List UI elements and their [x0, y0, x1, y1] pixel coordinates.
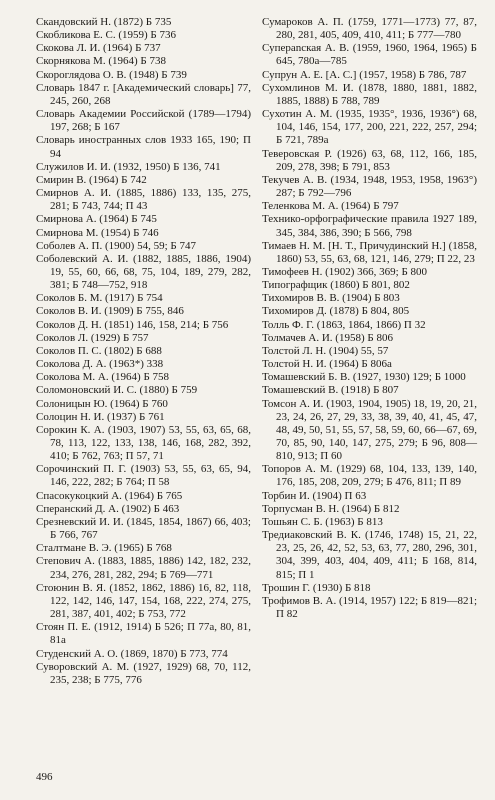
- index-entry: Толстой Л. Н. (1904) 55, 57: [262, 344, 389, 357]
- index-entry: Типографщик (1860) Б 801, 802: [262, 279, 410, 292]
- index-entry: Теверовская Р. (1926) 63, 68, 112, 166, 185, 209, 278, 398; Б 791, 853: [262, 147, 477, 173]
- index-entry: Томсон А. И. (1903, 1904, 1905) 18, 19, 20, 21, 23, 24, 26, 27, 29, 33, 38, 39, 40, 41, 45, 47, 48, 49, 50, 51, 55, 57, 58, 59, 60, 66—67, 69, 70, 85, 90, 140, 147, 275, 279; Б 96, 808—810, 913; П 60: [262, 397, 477, 463]
- index-entry: Соколов Б. М. (1917) Б 754: [36, 292, 163, 305]
- index-entry: Топоров А. М. (1929) 68, 104, 133, 139, 140, 176, 185, 208, 209, 279; Б 476, 811; П 89: [262, 463, 477, 489]
- index-entry: Соболев А. П. (1900) 54, 59; Б 747: [36, 239, 196, 252]
- index-entry: Супрун А. Е. [А. С.] (1957, 1958) Б 786, 787: [262, 68, 467, 81]
- index-entry: Супераnская А. В. (1959, 1960, 1964, 1965) Б 645, 780а—785: [262, 42, 477, 68]
- index-entry: Сорокин К. А. (1903, 1907) 53, 55, 63, 65, 68, 78, 113, 122, 133, 138, 146, 168, 282, 392, 410; Б 762, 763; П 57, 71: [36, 423, 251, 463]
- index-entry: Скокова Л. И. (1964) Б 737: [36, 42, 161, 55]
- index-entry: Тимаев Н. М. [Н. Т., Причудинский Н.] (1858, 1860) 53, 55, 63, 68, 121, 146, 279; П 22, 23: [262, 239, 477, 265]
- index-entry: Трофимов В. А. (1914, 1957) 122; Б 819—821; П 82: [262, 594, 478, 621]
- index-entry: Сорочинский П. Г. (1903) 53, 55, 63, 65, 94, 146, 222, 282; Б 764; П 58: [36, 463, 251, 489]
- index-entry: Соколов Л. (1929) Б 757: [36, 331, 149, 344]
- index-entry: Соболевский А. И. (1882, 1885, 1886, 1904) 19, 55, 60, 66, 68, 75, 104, 189, 279, 282, 381; Б 748—752, 918: [36, 252, 251, 292]
- page-number: 496: [36, 771, 53, 783]
- index-entry: Стоян П. Е. (1912, 1914) Б 526; П 77а, 80, 81, 81а: [36, 621, 251, 647]
- index-entry: Толль Ф. Г. (1863, 1864, 1866) П 32: [262, 318, 426, 331]
- index-entry: Тихомиров В. В. (1904) Б 803: [262, 292, 400, 305]
- index-entry: Сумароков А. П. (1759, 1771—1773) 77, 87, 280, 281, 405, 409, 410, 411; Б 777—780: [262, 16, 477, 42]
- index-entry: Трошин Г. (1930) Б 818: [262, 581, 371, 594]
- index-entry: Словарь 1847 г. [Академический словарь] 77, 245, 260, 268: [36, 81, 251, 107]
- index-entry: Спасокукоцкий А. (1964) Б 765: [36, 489, 183, 502]
- index-entry: Срезневский И. И. (1845, 1854, 1867) 66, 403; Б 766, 767: [36, 515, 251, 542]
- index-entry: Тошьян С. Б. (1963) Б 813: [262, 515, 383, 528]
- index-entry: Торпусман В. Н. (1964) Б 812: [262, 502, 400, 515]
- index-entry: Соломоновский И. С. (1880) Б 759: [36, 384, 198, 397]
- index-entry: Соколов П. С. (1802) Б 688: [36, 344, 162, 357]
- index-entry: Тихомиров Д. (1878) Б 804, 805: [262, 305, 410, 318]
- index-column-left: [36, 16, 251, 687]
- index-entry: Сухомлинов М. И. (1878, 1880, 1881, 1882, 1885, 1888) Б 788, 789: [262, 81, 477, 107]
- index-entry: Томашевский Б. В. (1927, 1930) 129; Б 1000: [262, 371, 466, 384]
- index-entry: Солоницын Ю. (1964) Б 760: [36, 397, 168, 410]
- index-entry: Толстой Н. И. (1964) Б 806а: [262, 358, 392, 371]
- index-entry: Тимофеев Н. (1902) 366, 369; Б 800: [262, 265, 428, 278]
- index-entry: Сталтмане В. Э. (1965) Б 768: [36, 542, 172, 555]
- index-entry: Толмачев А. И. (1958) Б 806: [262, 331, 393, 344]
- index-entry: Соколов В. И. (1909) Б 755, 846: [36, 305, 184, 318]
- index-entry: Текучев А. В. (1934, 1948, 1953, 1958, 1963°) 287; Б 792—796: [262, 173, 477, 200]
- index-entry: Словарь иностранных слов 1933 165, 190; П 94: [36, 134, 251, 160]
- index-entry: Студенский А. О. (1869, 1870) Б 773, 774: [36, 647, 228, 660]
- index-entry: Солоцин Н. И. (1937) Б 761: [36, 410, 165, 423]
- index-column-right: [262, 16, 477, 621]
- index-entry: Смирнов А. И. (1885, 1886) 133, 135, 275, 281; Б 743, 744; П 43: [36, 187, 251, 213]
- index-entry: Скобликова Е. С. (1959) Б 736: [36, 29, 176, 42]
- index-entry: Скороглядова О. В. (1948) Б 739: [36, 68, 187, 81]
- index-entry: Стоюнин В. Я. (1852, 1862, 1886) 16, 82, 118, 122, 142, 146, 147, 154, 168, 222, 274, 275, 281, 387, 401, 402; Б 753, 772: [36, 581, 251, 621]
- index-entry: Смирнова А. (1964) Б 745: [36, 213, 157, 226]
- index-entry: Соколова М. А. (1964) Б 758: [36, 371, 170, 384]
- index-entry: Степович А. (1883, 1885, 1886) 142, 182, 232, 234, 276, 281, 282, 294; Б 769—771: [36, 555, 251, 581]
- index-entry: Смирин В. (1964) Б 742: [36, 173, 147, 186]
- index-entry: Теленкова М. А. (1964) Б 797: [262, 200, 399, 213]
- index-entry: Словарь Академии Российской (1789—1794) 197, 268; Б 167: [36, 108, 251, 134]
- index-entry: Сперанский Д. А. (1902) Б 463: [36, 502, 180, 515]
- index-entry: Торбин И. (1904) П 63: [262, 489, 367, 502]
- index-entry: Смирнова М. (1954) Б 746: [36, 226, 159, 239]
- index-entry: Скандовский Н. (1872) Б 735: [36, 16, 172, 28]
- index-entry: Технико-орфографические правила 1927 189, 345, 384, 386, 390; Б 566, 798: [262, 213, 477, 239]
- index-entry: Скорнякова М. (1964) Б 738: [36, 55, 166, 68]
- index-entry: Служилов И. И. (1932, 1950) Б 136, 741: [36, 160, 221, 173]
- index-entry: Соколова Д. А. (1963*) 338: [36, 358, 164, 371]
- index-entry: Тредиаковский В. К. (1746, 1748) 15, 21, 22, 23, 25, 26, 42, 52, 53, 63, 77, 280, 296, 301, 304, 399, 403, 404, 409, 411; Б 168, 814, 815; П 1: [262, 529, 477, 581]
- index-entry: Соколов Д. Н. (1851) 146, 158, 214; Б 756: [36, 318, 229, 331]
- index-entry: Суворовский А. М. (1927, 1929) 68, 70, 112, 235, 238; Б 775, 776: [36, 660, 251, 686]
- index-entry: Сухотин А. М. (1935, 1935°, 1936, 1936°) 68, 104, 146, 154, 177, 200, 221, 222, 257, 294; Б 721, 789а: [262, 108, 477, 147]
- index-entry: Томашевский В. (1918) Б 807: [262, 384, 399, 397]
